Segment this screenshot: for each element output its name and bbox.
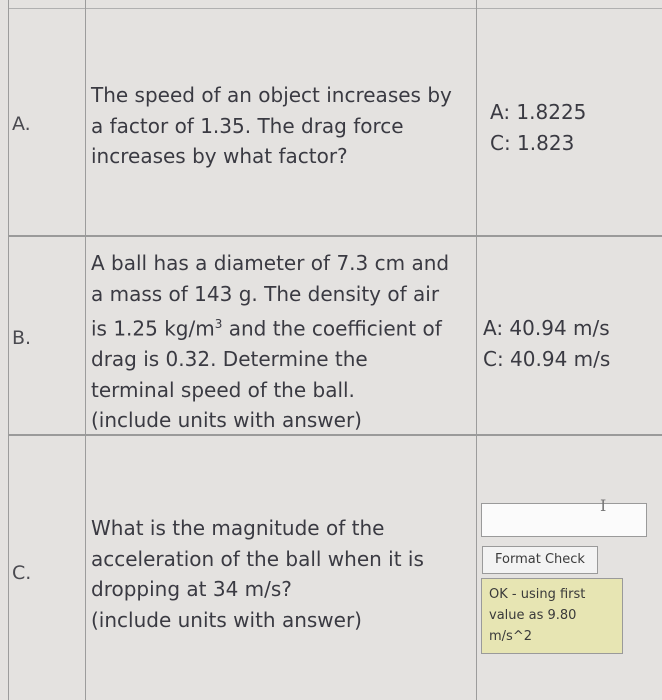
question-a-line: The speed of an object increases by: [91, 83, 452, 107]
answer-b-correct: C: 40.94 m/s: [483, 347, 611, 371]
row-label-b: B.: [12, 327, 32, 349]
column-divider-answer: [476, 0, 477, 700]
question-b-line: terminal speed of the ball.: [91, 377, 355, 402]
question-a-line: increases by what factor?: [91, 144, 348, 168]
question-b-line: is 1.25 $kg/m^3$ and the coefficient of: [91, 316, 442, 341]
column-divider-label: [85, 0, 86, 700]
format-result-line: value as 9.80: [489, 608, 577, 623]
row-label-c: C.: [12, 562, 32, 584]
answer-a: [490, 97, 586, 159]
format-check-result: [481, 578, 623, 654]
format-result-line: OK - using first: [489, 587, 586, 602]
row-divider-ab: [8, 235, 662, 237]
question-b: [91, 248, 449, 436]
format-check-button[interactable]: Format Check: [482, 546, 598, 574]
answer-a-correct: C: 1.823: [490, 131, 575, 155]
answer-a-submitted: A: 1.8225: [490, 100, 587, 124]
answer-b: [483, 313, 610, 375]
question-b-line: a mass of 143 g. The density of air: [91, 281, 440, 306]
text-cursor-icon: I: [600, 496, 607, 515]
format-result-line: m/s^2: [489, 629, 532, 644]
answer-c-input[interactable]: [481, 503, 647, 537]
question-c: [91, 513, 424, 635]
question-b-line: A ball has a diameter of 7.3 cm and: [91, 251, 450, 275]
question-c-line: (include units with answer): [91, 607, 362, 632]
answer-b-submitted: A: 40.94 m/s: [483, 316, 610, 340]
question-c-line: acceleration of the ball when it is: [91, 546, 424, 571]
question-b-line: (include units with answer): [91, 408, 362, 433]
question-a-line: a factor of 1.35. The drag force: [91, 113, 404, 138]
question-c-line: What is the magnitude of the: [91, 516, 385, 540]
question-c-line: dropping at 34 m/s?: [91, 577, 292, 601]
question-a: [91, 80, 452, 172]
question-b-line: drag is 0.32. Determine the: [91, 347, 368, 372]
row-label-a: A.: [12, 113, 31, 135]
